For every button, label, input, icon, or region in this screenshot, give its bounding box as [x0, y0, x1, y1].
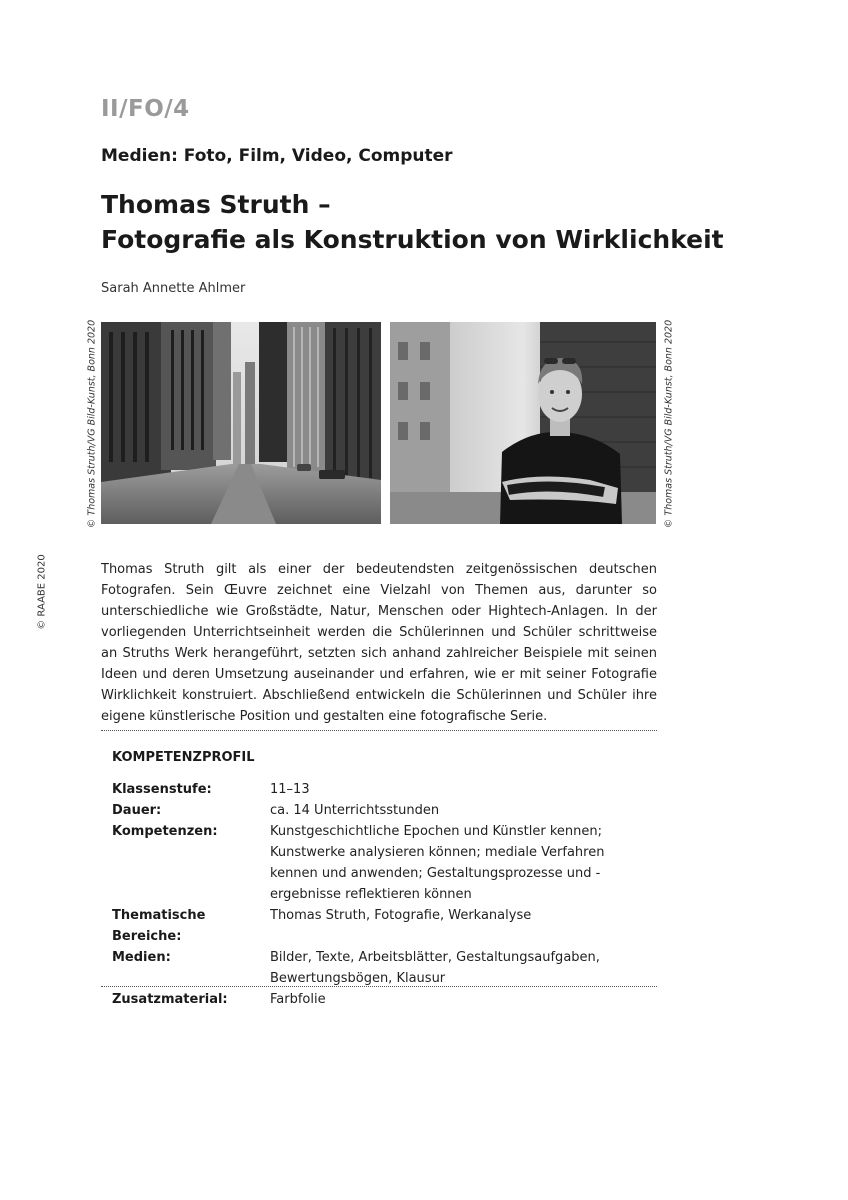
- profile-label: Klassenstufe:: [112, 782, 212, 797]
- image-credit-left: © Thomas Struth/VG Bild-Kunst, Bonn 2020: [86, 319, 98, 529]
- divider-bottom: [101, 986, 657, 987]
- page-title: [101, 187, 724, 257]
- profile-value: Farbfolie: [270, 992, 326, 1007]
- portrait-photo: [390, 322, 656, 524]
- profile-row-duration: [112, 800, 652, 821]
- profile-row-media: [112, 947, 652, 989]
- profile-value: ca. 14 Unterrichtsstunden: [270, 803, 440, 818]
- competence-profile: [112, 779, 652, 1010]
- profile-value: Kunstgeschichtliche Epochen und Künstler kennen; Kunstwerke analysieren können; mediale Verfahren kennen und anwenden; Gestaltungsprozesse und -ergebnisse reflektieren können: [270, 824, 605, 902]
- profile-value: Bilder, Texte, Arbeitsblätter, Gestaltungsaufgaben, Bewertungsbögen, Klausur: [270, 950, 600, 986]
- profile-label: Zusatzmaterial:: [112, 992, 228, 1007]
- profile-label: Thematische Bereiche:: [112, 908, 206, 944]
- profile-value: Thomas Struth, Fotografie, Werkanalyse: [270, 908, 532, 923]
- image-credit-right: © Thomas Struth/VG Bild-Kunst, Bonn 2020: [663, 319, 675, 529]
- profile-row-material: [112, 989, 652, 1010]
- profile-label: Medien:: [112, 950, 171, 965]
- profile-row-topics: [112, 905, 652, 947]
- profile-label: Kompetenzen:: [112, 824, 218, 839]
- profile-row-grade: [112, 779, 652, 800]
- title-line-1: Thomas Struth –: [101, 190, 331, 219]
- city-street-photo: [101, 322, 381, 524]
- intro-paragraph: Thomas Struth gilt als einer der bedeutendsten zeitgenössischen deutschen Fotografen. Sein Œuvre zeichnet eine Vielzahl von Themen aus, darunter so unterschiedliche wie Großstädte, Natur, Menschen oder Hightech-Anlagen. In der vorliegenden Unterrichtseinheit werden die Schülerinnen und Schüler schrittweise an Struths Werk herangeführt, setzten sich anhand zahlreicher Beispiele mit seinen Ideen und deren Umsetzung auseinander und erfahren, wie er mit seiner Fotografie Wirklichkeit konstruiert. Abschließend entwickeln die Schülerinnen und Schüler ihre eigene künstlerische Position und gestalten eine fotografische Serie.: [101, 562, 657, 724]
- profile-row-competences: [112, 821, 652, 905]
- title-line-2: Fotografie als Konstruktion von Wirklichkeit: [101, 225, 724, 254]
- subject-heading: Medien: Foto, Film, Video, Computer: [101, 146, 453, 166]
- divider-top: [101, 730, 657, 731]
- unit-code: II/FO/4: [101, 96, 190, 122]
- side-copyright: © RAABE 2020: [36, 554, 48, 630]
- author: Sarah Annette Ahlmer: [101, 281, 246, 296]
- profile-label: Dauer:: [112, 803, 162, 818]
- profile-value: 11–13: [270, 782, 310, 797]
- competence-profile-heading: KOMPETENZPROFIL: [112, 750, 255, 765]
